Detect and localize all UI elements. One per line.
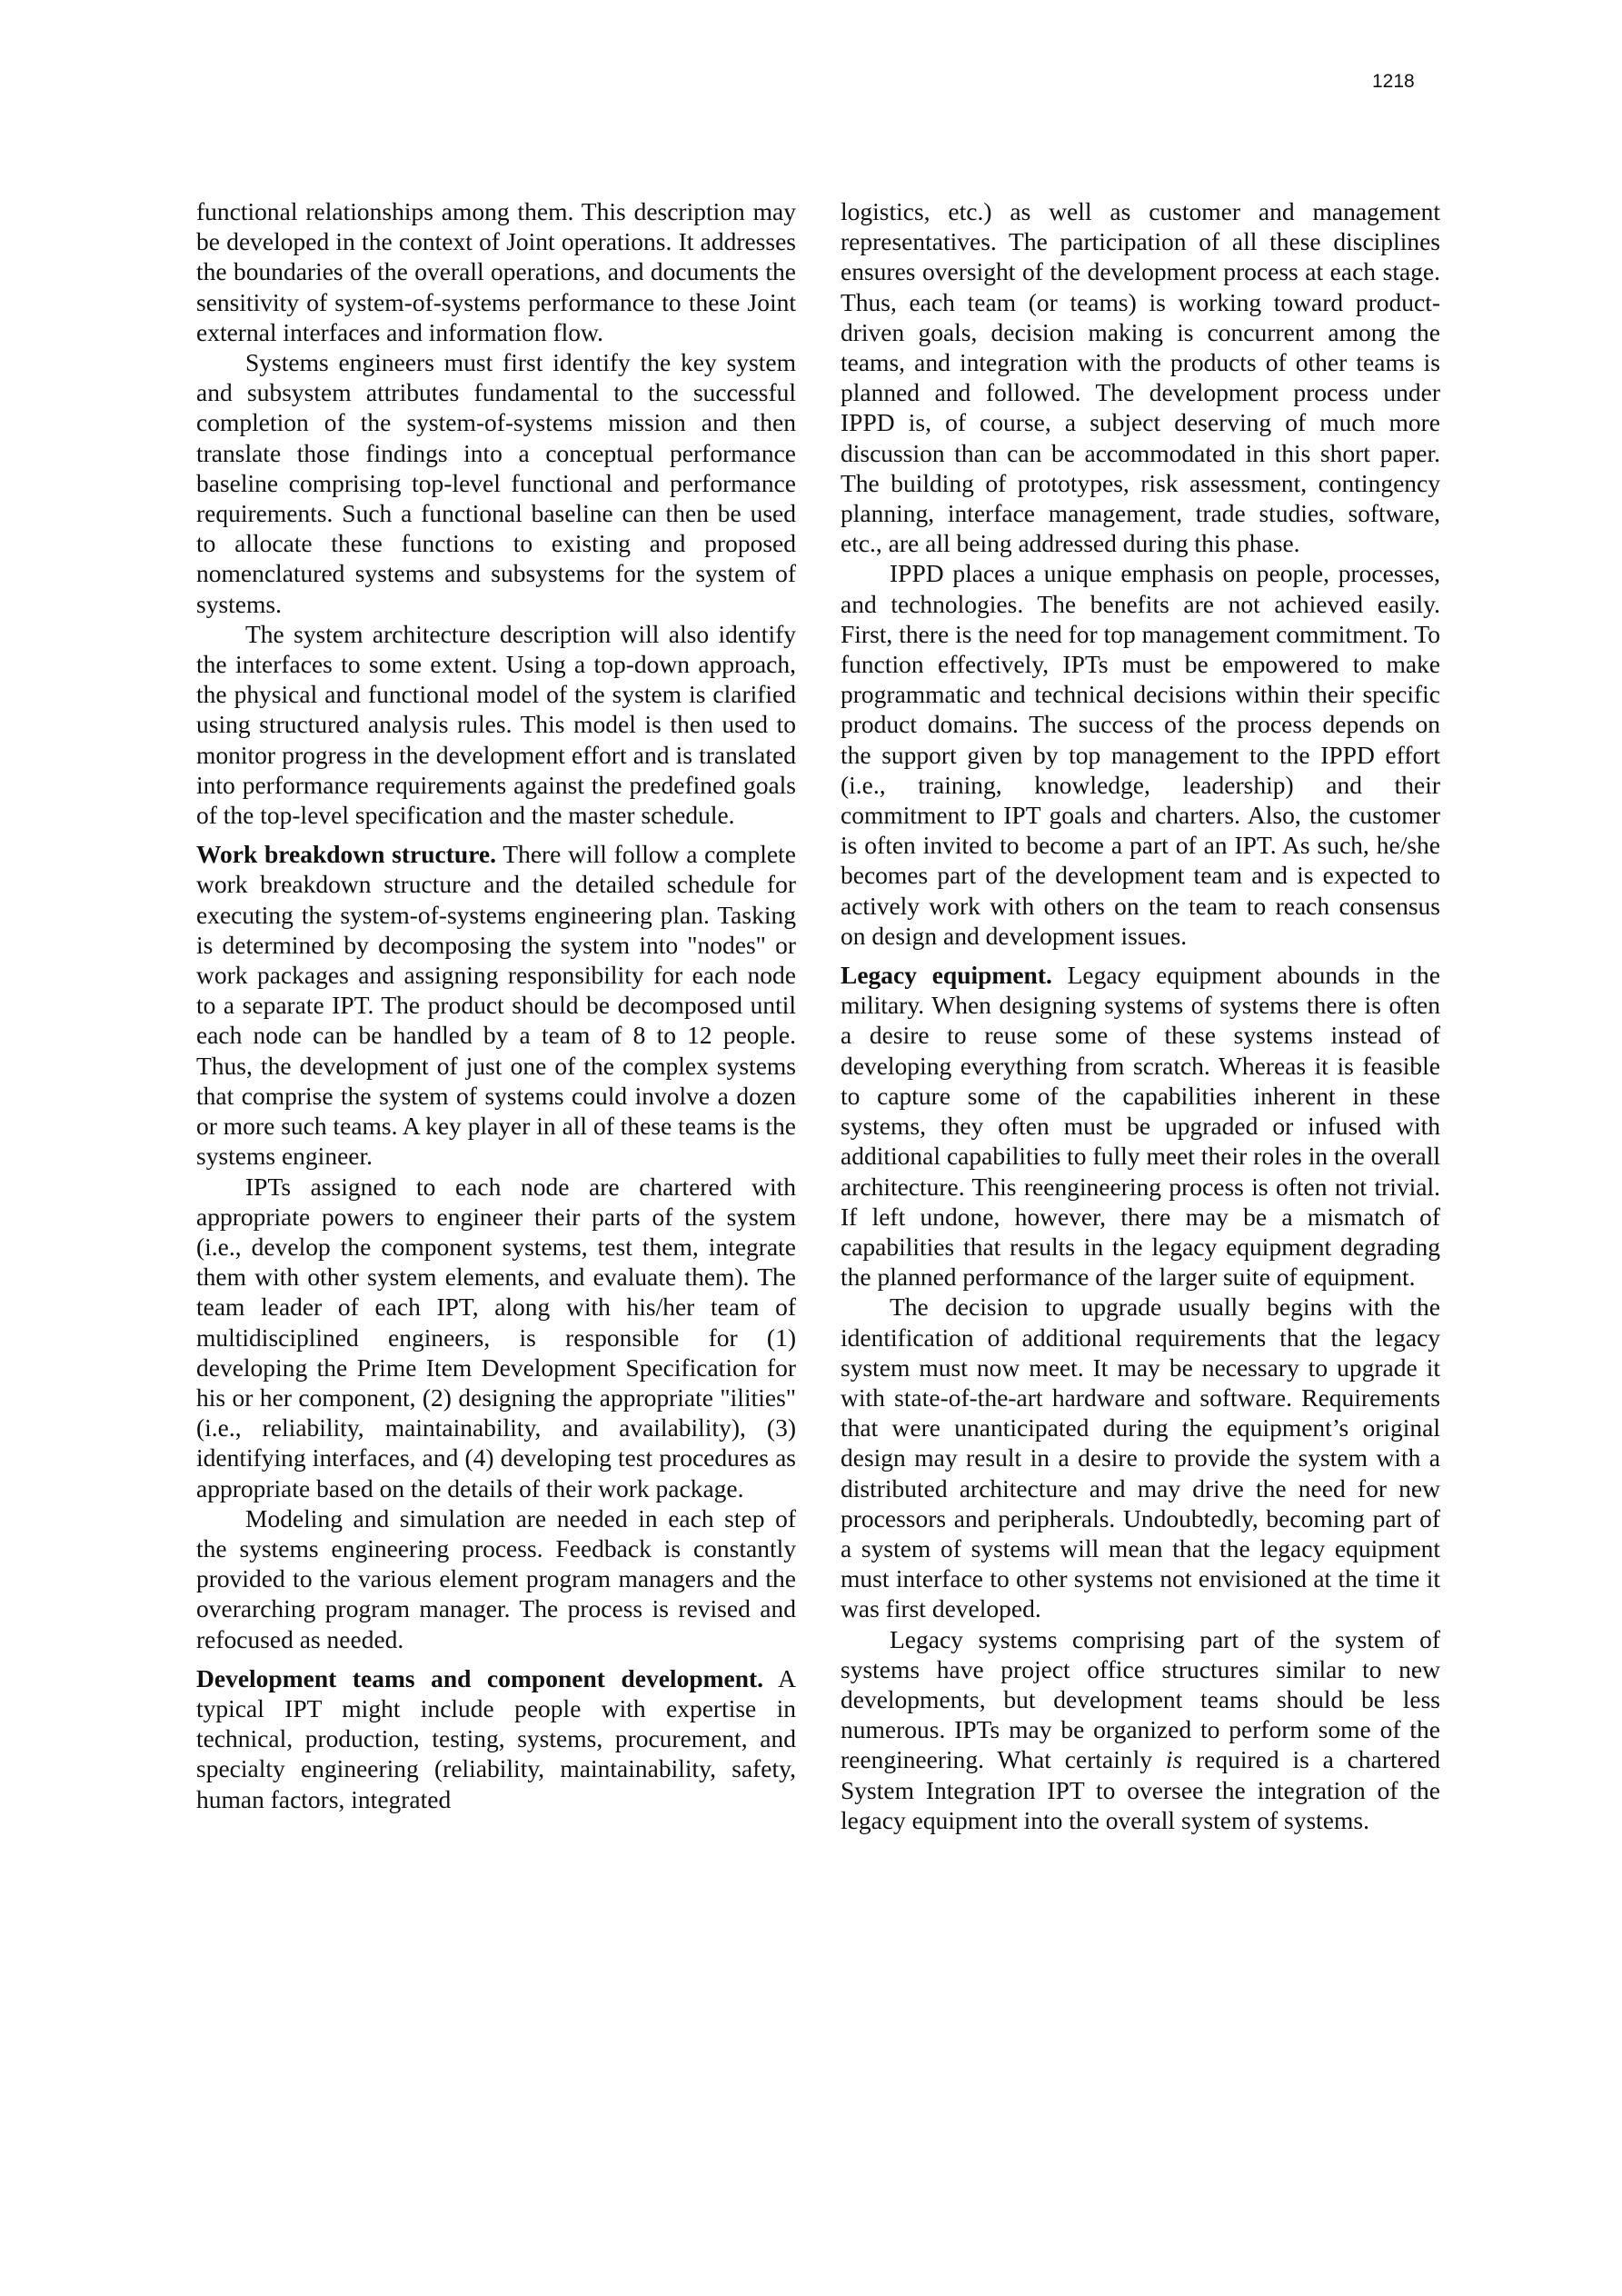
- section-text: Legacy equipment abounds in the military. When designing systems of systems there is often a desire to reuse some of these systems instead of developing everything from scratch. Whereas it is feasible to capture some of the capabilities inherent in these systems, they often must be upgraded or infused with additional capabilities to fully meet their roles in the overall architecture. This reengineering process is often not trivial. If left undone, however, there may be a mismatch of capabilities that results in the legacy equipment degrading the planned performance of the larger suite of equipment.: [841, 961, 1440, 1292]
- paragraph: logistics, etc.) as well as customer and management representatives. The participation of all these disciplines ensures oversight of the development process at each stage. Thus, each team (or teams) is working toward product-driven goals, decision making is concurrent among the teams, and integration with the products of other teams is planned and followed. The development process under IPPD is, of course, a subject deserving of much more discussion than can be accommodated in this short paper. The building of prototypes, risk assessment, contingency planning, interface management, trade studies, software, etc., are all being addressed during this phase.: [841, 197, 1440, 558]
- paragraph: [841, 1624, 1440, 1835]
- section-heading: Work breakdown structure.: [196, 840, 496, 869]
- text-run: Legacy systems comprising part of the system of systems have project office structures similar to new developments, but development teams should be less numerous. IPTs may be organized to perform some of the reengineering. What certainly: [841, 1624, 1440, 1774]
- paragraph: functional relationships among them. This description may be developed in the context of Joint operations. It addresses the boundaries of the overall operations, and documents the sensitivity of system-of-systems performance to these Joint external interfaces and information flow.: [196, 197, 796, 346]
- section-text: There will follow a complete work breakdown structure and the detailed schedule for executing the system-of-systems engineering plan. Tasking is determined by decomposing the system into "nodes" or work packages and assigning responsibility for each node to a separate IPT. The product should be decomposed until each node can be handled by a team of 8 to 12 people. Thus, the development of just one of the complex systems that comprise the system of systems could involve a dozen or more such teams. A key player in all of these teams is the systems engineer.: [196, 840, 796, 1171]
- section-legacy-equipment: [841, 960, 1440, 1292]
- paragraph: The decision to upgrade usually begins with the identification of additional requirements that the legacy system must now meet. It may be necessary to upgrade it with state-of-the-art hardware and software. Requirements that were unanticipated during the equipment’s original design may result in a desire to provide the system with a distributed architecture and may drive the need for new processors and peripherals. Undoubtedly, becoming part of a system of systems will mean that the legacy equipment must interface to other systems not envisioned at the time it was first developed.: [841, 1293, 1440, 1623]
- section-heading: Legacy equipment.: [841, 961, 1052, 990]
- section-work-breakdown: [196, 839, 796, 1171]
- left-column: [196, 196, 796, 1814]
- section-text: A typical IPT might include people with expertise in technical, production, testing, systems, procurement, and specialty engineering (reliability, maintainability, safety, human factors, integrated: [196, 1663, 796, 1813]
- paragraph: IPPD places a unique emphasis on people, processes, and technologies. The benefits are not achieved easily. First, there is the need for top management commitment. To function effectively, IPTs must be empowered to make programmatic and technical decisions within their specific product domains. The success of the process depends on the support given by top management to the IPPD effort (i.e., training, knowledge, leadership) and their commitment to IPT goals and charters. Also, the customer is often invited to become a part of an IPT. As such, he/she becomes part of the development team and is expected to actively work with others on the team to reach consensus on design and development issues.: [841, 559, 1440, 950]
- text-run: required is a chartered System Integration IPT to oversee the integration of the legacy equipment into the overall system of systems.: [841, 1745, 1440, 1834]
- paragraph: The system architecture description will also identify the interfaces to some extent. Using a top-down approach, the physical and functional model of the system is clarified using structured analysis rules. This model is then used to monitor progress in the development effort and is translated into performance requirements against the predefined goals of the top-level specification and the master schedule.: [196, 619, 796, 830]
- page-number: 1218: [1372, 71, 1415, 92]
- paragraph: IPTs assigned to each node are chartered with appropriate powers to engineer their parts of the system (i.e., develop the component systems, test them, integrate them with other system elements, and evaluate them). The team leader of each IPT, along with his/her team of multidisciplined engineers, is responsible for (1) developing the Prime Item Development Specification for his or her component, (2) designing the appropriate "ilities" (i.e., reliability, maintainability, and availability), (3) identifying interfaces, and (4) developing test procedures as appropriate based on the details of their work package.: [196, 1172, 796, 1502]
- paragraph: Modeling and simulation are needed in each step of the systems engineering process. Feedback is constantly provided to the various element program managers and the overarching program manager. The process is revised and refocused as needed.: [196, 1503, 796, 1653]
- emphasis: is: [1165, 1745, 1183, 1774]
- section-development-teams: [196, 1663, 796, 1814]
- section-heading: Development teams and component development.: [196, 1663, 764, 1692]
- paragraph: Systems engineers must first identify the key system and subsystem attributes fundamental to the successful completion of the system-of-systems mission and then translate those findings into a conceptual performance baseline comprising top-level functional and performance requirements. Such a functional baseline can then be used to allocate these functions to existing and proposed nomenclatured systems and subsystems for the system of systems.: [196, 348, 796, 618]
- right-column: [841, 196, 1440, 1835]
